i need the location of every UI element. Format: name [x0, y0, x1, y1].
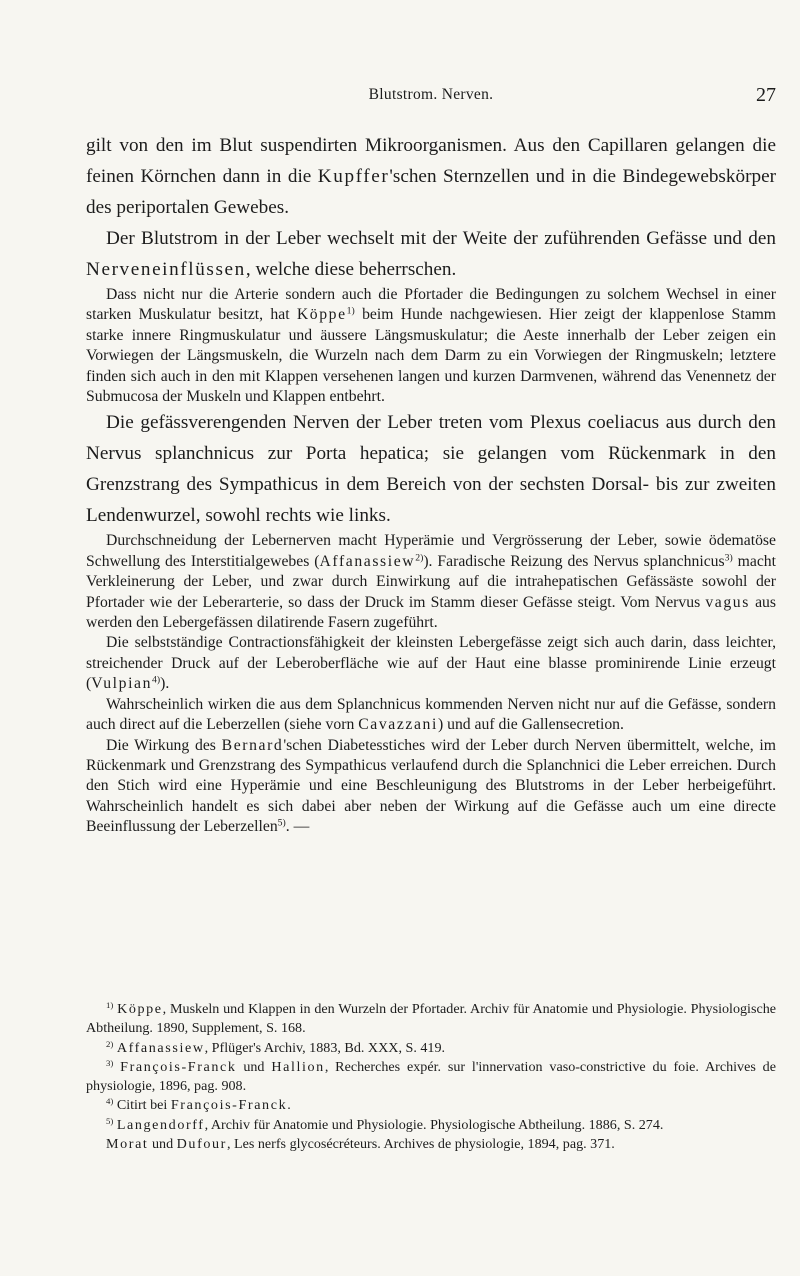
footnote-ref: 2) [415, 552, 424, 564]
author-name: Köppe [296, 306, 347, 324]
footnote-mark: 1) [106, 1000, 114, 1011]
text-run: Die Wirkung des [106, 736, 222, 754]
paragraph-6 [86, 633, 776, 694]
author-name: Dufour [176, 1136, 227, 1153]
footnote-mark: 2) [106, 1038, 114, 1049]
text-run: Dass nicht nur die Arterie sondern auch die Pfortader die Bedingungen zu solchem Wechsel in einer starken Muskulatur besitzt, hat [86, 286, 776, 324]
footnote-1 [86, 1000, 776, 1039]
page-header [86, 86, 776, 112]
footnote-mark: 5) [106, 1115, 114, 1126]
text-run: macht Verkleinerung der Leber, und zwar durch Einwirkung auf die intrahepatischen Gefässäste sowohl der Pfortader wie der Leberarterie, so dass der Druck im Stamm dieser Gefässe steigt. Vom Nervus [86, 552, 776, 611]
paragraph-7 [86, 695, 776, 736]
text-run: . — [285, 818, 310, 836]
text-run: beim Hunde nachgewiesen. Hier zeigt der klappenlose Stamm starke innere Ringmuskulatur und äussere Längsmuskulatur; die Aeste innerhalb der Leber zeigen ein Vorwiegen der Längsmuskeln, die Wurzeln nach dem Darm zu ein Vorwiegen der Ringmuskeln; letztere finden sich auch in den mit Klappen versehenen langen und kurzen Darmvenen, während das Venennetz der Submucosa der Muskeln und Klappen entbehrt. [86, 306, 776, 406]
footnote-ref: 1) [346, 306, 355, 318]
text-run: ) und auf die Gallensecretion. [437, 716, 624, 734]
footnote-text: . [287, 1097, 291, 1114]
emphasis-term: Nerveneinflüssen [86, 259, 246, 280]
text-run: Die selbstständige Contractionsfähigkeit der kleinsten Lebergefässe zeigt sich auch darin, dass leichter, streichender Druck auf der Leberoberfläche wie auf der Haut eine blasse prominirende Linie erzeugt ( [86, 634, 776, 693]
footnote-ref: 5) [277, 817, 286, 829]
footnote-text: und [236, 1058, 272, 1075]
author-name: Vulpian [91, 675, 153, 693]
paragraph-3 [86, 285, 776, 407]
author-name: Cavazzani [358, 716, 438, 734]
footnote-ref: 3) [724, 552, 733, 564]
text-run: Durchschneidung der Lebernerven macht Hyperämie und Vergrösserung der Leber, sowie ödematöse Schwellung des Interstitialgewebes ( [86, 532, 776, 570]
text-run: gilt von den im Blut suspendirten Mikroorganismen. Aus den Capillaren gelangen die feinen Körnchen dann in die [86, 135, 776, 187]
running-title: Blutstrom. Nerven. [368, 86, 494, 103]
author-name: Affanassiew [319, 552, 416, 570]
paragraph-2 [86, 223, 776, 285]
footnote-2 [86, 1039, 776, 1058]
text-run: Wahrscheinlich wirken die aus dem Splanchnicus kommenden Nerven nicht nur auf die Gefässe, sondern auch direct auf die Leberzellen (siehe vorn [86, 695, 776, 734]
paragraph-4: Die gefässverengenden Nerven der Leber treten vom Plexus coeliacus aus durch den Nervus splanchnicus zur Porta hepatica; sie gelangen vom Rückenmark in den Grenzstrang des Sympathicus in dem Bereich von der sechsten Dorsal- bis zur zweiten Lendenwurzel, sowohl rechts wie links. [86, 412, 776, 527]
text-run: aus werden den Lebergefässen dilatirende Fasern zugeführt. [86, 593, 776, 632]
page-number: 27 [756, 84, 776, 106]
author-name: Affanassiew [116, 1039, 205, 1056]
footnote-text: , Pflüger's Archiv, 1883, Bd. XXX, S. 419. [204, 1039, 446, 1056]
text-run: Der Blutstrom in der Leber wechselt mit der Weite der zuführenden Gefässe und den [106, 228, 776, 249]
footnote-5 [86, 1116, 776, 1135]
footnote-mark: 3) [106, 1058, 114, 1069]
author-name: Langendorff [116, 1116, 205, 1133]
author-name: Bernard [221, 736, 284, 754]
author-name: Kupffer [317, 166, 390, 187]
footnote-ref: 4) [152, 674, 161, 686]
author-name: Morat [106, 1136, 149, 1153]
main-text [86, 130, 776, 838]
text-run: 'schen Diabetesstiches wird der Leber durch Nerven übermittelt, welche, im Rückenmark und Grenzstrang des Sympathicus verlaufend durch die Splanchnici die Leber erreichen. Durch den Stich wird eine Hyperämie und eine Beschleunigung des Blutstroms in der Leber herbeigeführt. Wahrscheinlich handelt es sich dabei aber neben der Wirkung auf die Gefässe auch um eine directe Beeinflussung der Leberzellen [86, 736, 776, 836]
paragraph-1 [86, 130, 776, 223]
footnote-mark: 4) [106, 1096, 114, 1107]
author-name: Köppe [117, 1001, 163, 1017]
footnotes [86, 1000, 776, 1154]
paragraph-8 [86, 736, 776, 838]
text-run: ). [160, 675, 170, 693]
footnote-5-continued [86, 1135, 776, 1154]
text-run: , welche diese beherrschen. [245, 259, 457, 280]
paragraph-5 [86, 531, 776, 633]
footnote-text: , Muskeln und Klappen in den Wurzeln der Pfortader. Archiv für Anatomie und Physiologie. Physiologische Abtheilung. 1890, Supplement, S. 168. [86, 1001, 776, 1037]
footnote-text: Citirt bei [116, 1097, 171, 1114]
footnote-text: , Recherches expér. sur l'innervation vaso-constrictive du foie. Archives de physiologie, 1896, pag. 908. [86, 1058, 776, 1095]
author-name: Hallion [271, 1058, 325, 1075]
footnote-text: , Archiv für Anatomie und Physiologie. Physiologische Abtheilung. 1886, S. 274. [204, 1116, 664, 1133]
author-name: François-Franck [120, 1058, 237, 1075]
footnote-text: , Les nerfs glycosécréteurs. Archives de physiologie, 1894, pag. 371. [226, 1136, 615, 1153]
text-run: ). Faradische Reizung des Nervus splanchnicus [423, 552, 725, 570]
author-name: François-Franck [170, 1097, 288, 1114]
emphasis-term: vagus [705, 593, 750, 611]
footnote-4 [86, 1096, 776, 1115]
footnote-3 [86, 1058, 776, 1097]
footnote-text: und [148, 1136, 177, 1153]
text-run: 'schen Sternzellen und in die Bindegewebskörper des periportalen Gewebes. [86, 166, 776, 218]
